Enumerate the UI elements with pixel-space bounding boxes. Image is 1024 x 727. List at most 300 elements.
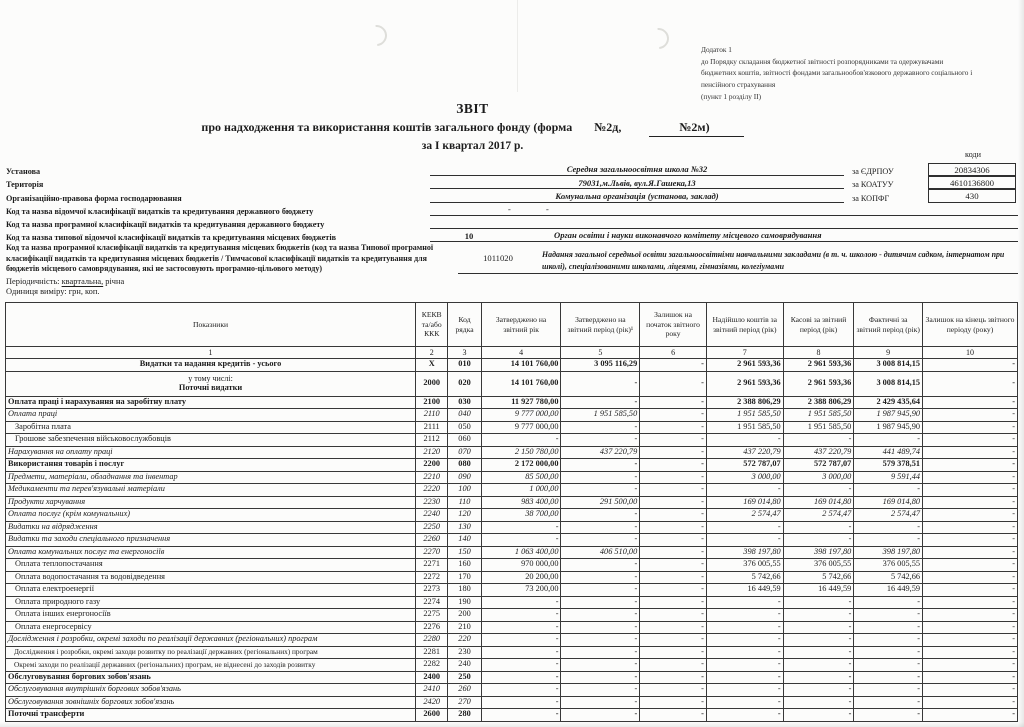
amount-cell: -: [783, 671, 854, 684]
indicator-label: Видатки на відрядження: [6, 521, 416, 534]
kekv-code: 2230: [416, 496, 448, 509]
amount-cell: -: [481, 434, 561, 447]
table-row: [6, 471, 1018, 484]
column-number: 9: [854, 347, 923, 359]
kekv-code: 2276: [416, 621, 448, 634]
table-row: [6, 571, 1018, 584]
row-code: 270: [448, 696, 481, 709]
indicator-label: Обслуговування зовнішніх боргових зобов'язань: [6, 696, 416, 709]
info-row-prohramna-derzh: Код та назва програмної класифікації видатків та кредитування державного бюджету: [6, 216, 1018, 229]
indicator-label: Оплата інших енергоносіїв: [6, 609, 416, 622]
table-row: [6, 546, 1018, 559]
amount-cell: -: [640, 471, 707, 484]
amount-cell: -: [923, 684, 1018, 697]
column-number: 6: [640, 347, 707, 359]
amount-cell: -: [923, 496, 1018, 509]
kekv-code: 2274: [416, 596, 448, 609]
amount-cell: 1 951 585,50: [706, 409, 783, 422]
table-row: [6, 559, 1018, 572]
amount-cell: -: [706, 709, 783, 722]
amount-cell: 1 000,00: [481, 484, 561, 497]
amount-cell: -: [706, 484, 783, 497]
amount-cell: -: [923, 484, 1018, 497]
table-row: [6, 671, 1018, 684]
amount-cell: 9 591,44: [854, 471, 923, 484]
amount-cell: 5 742,66: [854, 571, 923, 584]
amount-cell: -: [923, 546, 1018, 559]
column-number: 7: [706, 347, 783, 359]
amount-cell: -: [640, 671, 707, 684]
amount-cell: -: [561, 671, 640, 684]
kekv-code: 2271: [416, 559, 448, 572]
amount-cell: 1 987 945,90: [854, 421, 923, 434]
amount-cell: -: [561, 521, 640, 534]
kekv-code: 2000: [416, 371, 448, 396]
orgforma-value: Комунальна організація (установа, заклад): [430, 192, 844, 203]
kekv-code: 2273: [416, 584, 448, 597]
row-code: 100: [448, 484, 481, 497]
amount-cell: 9 777 000,00: [481, 421, 561, 434]
amount-cell: 16 449,59: [783, 584, 854, 597]
amount-cell: -: [640, 359, 707, 372]
indicator-label: Поточні трансферти: [6, 709, 416, 722]
table-row: [6, 609, 1018, 622]
amount-cell: -: [923, 409, 1018, 422]
codes-caption: коди: [965, 150, 981, 159]
row-code: 040: [448, 409, 481, 422]
amount-cell: -: [640, 459, 707, 472]
amount-cell: -: [640, 659, 707, 672]
punch-hole-artifact: [362, 21, 392, 51]
kekv-code: 2110: [416, 409, 448, 422]
table-row: [6, 496, 1018, 509]
column-header: Касові за звітний період (рік): [783, 303, 854, 347]
amount-cell: -: [640, 634, 707, 647]
kekv-code: 2400: [416, 671, 448, 684]
amount-cell: 398 197,80: [783, 546, 854, 559]
amount-cell: -: [481, 634, 561, 647]
annex-note-line: до Порядку складання бюджетної звітності розпорядниками та одержувачами: [701, 56, 944, 66]
amount-cell: 14 101 760,00: [481, 359, 561, 372]
kekv-code: 2281: [416, 646, 448, 659]
amount-cell: 3 000,00: [783, 471, 854, 484]
amount-cell: -: [923, 596, 1018, 609]
amount-cell: -: [481, 596, 561, 609]
amount-cell: 9 777 000,00: [481, 409, 561, 422]
amount-cell: -: [481, 709, 561, 722]
amount-cell: 3 095 116,29: [561, 359, 640, 372]
row-code: 030: [448, 396, 481, 409]
annex-note-line: пенсійного страхування: [701, 80, 776, 90]
amount-cell: 1 987 945,90: [854, 409, 923, 422]
amount-cell: -: [561, 471, 640, 484]
info-row-ustanova: Установа Середня загальноосвітня школа №32 за ЄДРПОУ: [6, 164, 894, 177]
row-code: 180: [448, 584, 481, 597]
amount-cell: -: [640, 684, 707, 697]
amount-cell: -: [481, 684, 561, 697]
indicator-label: Обслуговування боргових зобов'язань: [6, 671, 416, 684]
amount-cell: 38 700,00: [481, 509, 561, 522]
amount-cell: -: [481, 534, 561, 547]
amount-cell: 572 787,07: [783, 459, 854, 472]
vidomcha-derzh-value: - -: [430, 205, 1018, 216]
kekv-code: 2275: [416, 609, 448, 622]
amount-cell: 5 742,66: [783, 571, 854, 584]
amount-cell: -: [481, 646, 561, 659]
kekv-code: 2220: [416, 484, 448, 497]
punch-hole-artifact: [644, 24, 674, 54]
indicator-label: Дослідження і розробки, окремі заходи по реалізації державних (регіональних) програм: [6, 634, 416, 647]
indicator-label: Оплата праці і нарахування на заробітну плату: [6, 396, 416, 409]
kekv-code: 2111: [416, 421, 448, 434]
amount-cell: -: [561, 646, 640, 659]
amount-cell: -: [640, 446, 707, 459]
typova-vidomcha-code: 10: [430, 231, 508, 242]
amount-cell: -: [640, 646, 707, 659]
amount-cell: -: [640, 509, 707, 522]
row-code: 090: [448, 471, 481, 484]
table-row: [6, 684, 1018, 697]
column-header: Залишок на кінець звітного періоду (року): [923, 303, 1018, 347]
amount-cell: -: [854, 621, 923, 634]
indicator-label: у тому числі: Поточні видатки: [6, 371, 416, 396]
info-row-typova-vidomcha: Код та назва типової відомчої класифікації видатків та кредитування місцевих бюджетів 10 Орган освіти і науки виконавчого комітету місцевого самоврядування: [6, 229, 1018, 242]
amount-cell: 437 220,79: [706, 446, 783, 459]
indicator-label: Оплата праці: [6, 409, 416, 422]
kekv-code: 2282: [416, 659, 448, 672]
fold-line-artifact: [517, 0, 518, 92]
kekv-code: 2200: [416, 459, 448, 472]
amount-cell: -: [923, 709, 1018, 722]
report-table-head: [6, 303, 1018, 359]
indicator-label: Оплата послуг (крім комунальних): [6, 509, 416, 522]
indicator-label: Заробітна плата: [6, 421, 416, 434]
amount-cell: -: [561, 434, 640, 447]
amount-cell: -: [561, 596, 640, 609]
amount-cell: -: [561, 659, 640, 672]
kekv-code: 2120: [416, 446, 448, 459]
amount-cell: 2 388 806,29: [706, 396, 783, 409]
amount-cell: -: [854, 521, 923, 534]
report-subtitle: про надходження та використання коштів загального фонду (форма №2д, №2м): [0, 120, 945, 137]
amount-cell: -: [923, 646, 1018, 659]
row-code: 080: [448, 459, 481, 472]
table-row: [6, 359, 1018, 372]
annex-note: [701, 44, 1017, 102]
amount-cell: -: [561, 709, 640, 722]
amount-cell: -: [640, 559, 707, 572]
amount-cell: -: [481, 659, 561, 672]
amount-cell: -: [561, 621, 640, 634]
kekv-code: 2260: [416, 534, 448, 547]
amount-cell: -: [561, 696, 640, 709]
amount-cell: 20 200,00: [481, 571, 561, 584]
amount-cell: -: [640, 421, 707, 434]
amount-cell: -: [783, 646, 854, 659]
amount-cell: -: [923, 571, 1018, 584]
amount-cell: 376 005,55: [706, 559, 783, 572]
column-header: КЕКВ та/або ККК: [416, 303, 448, 347]
amount-cell: -: [783, 596, 854, 609]
amount-cell: 572 787,07: [706, 459, 783, 472]
table-row: [6, 409, 1018, 422]
table-row: [6, 446, 1018, 459]
indicator-label: Видатки та надання кредитів - усього: [6, 359, 416, 372]
row-code: 120: [448, 509, 481, 522]
amount-cell: -: [854, 596, 923, 609]
column-number: 4: [481, 347, 561, 359]
table-row: [6, 596, 1018, 609]
info-row-vidomcha-derzh: Код та назва відомчої класифікації видатків та кредитування державного бюджету - -: [6, 203, 1018, 216]
amount-cell: -: [923, 471, 1018, 484]
prohramna-derzh-value: [430, 228, 1018, 229]
indicator-label: Оплата комунальних послуг та енергоносіїв: [6, 546, 416, 559]
indicator-label: Видатки та заходи спеціального призначення: [6, 534, 416, 547]
table-row: [6, 509, 1018, 522]
kekv-code: 2410: [416, 684, 448, 697]
report-table: [5, 302, 1018, 722]
row-code: 280: [448, 709, 481, 722]
row-code: 140: [448, 534, 481, 547]
amount-cell: 1 951 585,50: [783, 421, 854, 434]
column-header: Надійшло коштів за звітний період (рік): [706, 303, 783, 347]
column-number: 1: [6, 347, 416, 359]
amount-cell: -: [923, 671, 1018, 684]
row-code: 150: [448, 546, 481, 559]
amount-cell: -: [706, 634, 783, 647]
amount-cell: 437 220,79: [783, 446, 854, 459]
row-code: 210: [448, 621, 481, 634]
indicator-label: Оплата енергосервісу: [6, 621, 416, 634]
amount-cell: -: [783, 434, 854, 447]
row-code: 240: [448, 659, 481, 672]
amount-cell: 2 429 435,64: [854, 396, 923, 409]
info-section: [6, 163, 1018, 296]
column-header: Залишок на початок звітного року: [640, 303, 707, 347]
indicator-label: Продукти харчування: [6, 496, 416, 509]
amount-cell: -: [783, 534, 854, 547]
kekv-code: 2210: [416, 471, 448, 484]
amount-cell: 14 101 760,00: [481, 371, 561, 396]
amount-cell: -: [561, 421, 640, 434]
row-code: 110: [448, 496, 481, 509]
amount-cell: 1 063 400,00: [481, 546, 561, 559]
amount-cell: -: [481, 671, 561, 684]
amount-cell: -: [481, 696, 561, 709]
amount-cell: 2 574,47: [783, 509, 854, 522]
row-code: 260: [448, 684, 481, 697]
indicator-label: Оплата природного газу: [6, 596, 416, 609]
row-code: 160: [448, 559, 481, 572]
amount-cell: 291 500,00: [561, 496, 640, 509]
row-code: 060: [448, 434, 481, 447]
info-row-orgforma: Організаційно-правова форма господарювання Комунальна організація (установа, заклад) за КОПФГ: [6, 190, 890, 203]
amount-cell: 437 220,79: [561, 446, 640, 459]
amount-cell: 2 388 806,29: [783, 396, 854, 409]
amount-cell: 16 449,59: [854, 584, 923, 597]
amount-cell: 441 489,74: [854, 446, 923, 459]
amount-cell: -: [640, 396, 707, 409]
form-number-2m: №2м): [649, 120, 743, 137]
amount-cell: -: [481, 521, 561, 534]
amount-cell: 169 014,80: [854, 496, 923, 509]
amount-cell: -: [640, 696, 707, 709]
amount-cell: -: [923, 559, 1018, 572]
amount-cell: 2 961 593,36: [706, 371, 783, 396]
amount-cell: -: [640, 371, 707, 396]
table-row: [6, 396, 1018, 409]
annex-note-line: (пункт 1 розділу ІІ): [701, 91, 762, 101]
amount-cell: -: [923, 634, 1018, 647]
amount-cell: -: [923, 696, 1018, 709]
indicator-label: Використання товарів і послуг: [6, 459, 416, 472]
amount-cell: 73 200,00: [481, 584, 561, 597]
amount-cell: -: [481, 621, 561, 634]
amount-cell: -: [923, 396, 1018, 409]
amount-cell: -: [783, 696, 854, 709]
koatuu-code: 4610136800: [928, 176, 1016, 189]
column-header: Код рядка: [448, 303, 481, 347]
indicator-label: Оплата водопостачання та водовідведення: [6, 571, 416, 584]
table-row: [6, 371, 1018, 396]
amount-cell: -: [783, 659, 854, 672]
column-number: 3: [448, 347, 481, 359]
amount-cell: -: [640, 484, 707, 497]
amount-cell: 3 008 814,15: [854, 359, 923, 372]
amount-cell: -: [854, 634, 923, 647]
amount-cell: 3 008 814,15: [854, 371, 923, 396]
column-header: Показники: [6, 303, 416, 347]
row-code: 020: [448, 371, 481, 396]
row-code: 220: [448, 634, 481, 647]
indicator-label: Дослідження і розробки, окремі заходи розвитку по реалізації державних (регіональних) програм: [6, 646, 416, 659]
amount-cell: -: [706, 646, 783, 659]
amount-cell: 2 172 000,00: [481, 459, 561, 472]
amount-cell: 376 005,55: [854, 559, 923, 572]
amount-cell: 1 951 585,50: [706, 421, 783, 434]
prohramna-mistseva-value: Надання загальної середньої освіти загальноосвітніми навчальними закладами (в т. ч. школою - дитячим садком, інтернатом при школі), спеціалізованими школами, ліцеями, гімназіями, колегіумами: [538, 243, 1018, 274]
row-code: 170: [448, 571, 481, 584]
amount-cell: -: [706, 534, 783, 547]
amount-cell: -: [923, 621, 1018, 634]
amount-cell: 11 927 780,00: [481, 396, 561, 409]
amount-cell: -: [640, 609, 707, 622]
edrpou-code: 20834306: [928, 163, 1016, 176]
amount-cell: -: [706, 696, 783, 709]
table-row: [6, 521, 1018, 534]
amount-cell: 3 000,00: [706, 471, 783, 484]
amount-cell: -: [783, 634, 854, 647]
amount-cell: -: [706, 521, 783, 534]
amount-cell: 85 500,00: [481, 471, 561, 484]
table-row: [6, 434, 1018, 447]
amount-cell: -: [640, 596, 707, 609]
amount-cell: -: [923, 359, 1018, 372]
amount-cell: -: [783, 684, 854, 697]
column-number: 10: [923, 347, 1018, 359]
form-number-2d: №2д,: [594, 120, 622, 134]
amount-cell: 5 742,66: [706, 571, 783, 584]
amount-cell: -: [923, 421, 1018, 434]
column-number: 8: [783, 347, 854, 359]
amount-cell: 398 197,80: [706, 546, 783, 559]
amount-cell: -: [854, 709, 923, 722]
table-row: [6, 459, 1018, 472]
amount-cell: -: [481, 609, 561, 622]
kekv-code: 2100: [416, 396, 448, 409]
amount-cell: -: [923, 434, 1018, 447]
amount-cell: 169 014,80: [706, 496, 783, 509]
amount-cell: 1 951 585,50: [783, 409, 854, 422]
amount-cell: 376 005,55: [783, 559, 854, 572]
table-row: [6, 484, 1018, 497]
indicator-label: Окремі заходи по реалізації державних (регіональних) програм, не віднесені до заходів розвитку: [6, 659, 416, 672]
indicator-label: Оплата електроенергії: [6, 584, 416, 597]
amount-cell: 169 014,80: [783, 496, 854, 509]
amount-cell: 398 197,80: [854, 546, 923, 559]
amount-cell: -: [561, 571, 640, 584]
amount-cell: -: [640, 496, 707, 509]
amount-cell: -: [783, 709, 854, 722]
amount-cell: 1 951 585,50: [561, 409, 640, 422]
amount-cell: -: [923, 584, 1018, 597]
info-row-prohramna-mistseva: Код та назва програмної класифікації видатків та кредитування місцевих бюджетів (код та назва Типової програмної класифікації видатків та кредитування місцевих бюджетів / Тимчасової класифікації видатків та кредитування для бюджетів місцевого самоврядування, які не застосовують програмно-цільового методу) 1011020 Надання загальної середньої освіти загальноосвітніми навчальними закладами (в т. ч. школою - дитячим садком, інтернатом при школі), спеціалізованими школами, ліцеями, гімназіями, колегіумами: [6, 243, 1018, 274]
report-period: за І квартал 2017 р.: [421, 140, 524, 152]
annex-note-line: Додаток 1: [701, 45, 732, 54]
terytoria-value: 79031,м.Львів, вул.Я.Гашека,13: [430, 179, 844, 190]
amount-cell: -: [854, 684, 923, 697]
column-number: 2: [416, 347, 448, 359]
kekv-code: X: [416, 359, 448, 372]
column-number: 5: [561, 347, 640, 359]
kekv-code: 2112: [416, 434, 448, 447]
amount-cell: -: [706, 596, 783, 609]
table-row: [6, 659, 1018, 672]
table-row: [6, 634, 1018, 647]
row-code: 010: [448, 359, 481, 372]
amount-cell: 2 961 593,36: [706, 359, 783, 372]
amount-cell: 970 000,00: [481, 559, 561, 572]
amount-cell: -: [854, 484, 923, 497]
kopfg-code: 430: [928, 189, 1016, 202]
table-row: [6, 584, 1018, 597]
amount-cell: -: [706, 609, 783, 622]
amount-cell: -: [923, 446, 1018, 459]
row-code: 250: [448, 671, 481, 684]
amount-cell: -: [923, 534, 1018, 547]
amount-cell: 16 449,59: [706, 584, 783, 597]
amount-cell: 2 961 593,36: [783, 359, 854, 372]
amount-cell: -: [923, 609, 1018, 622]
table-row: [6, 421, 1018, 434]
amount-cell: 2 574,47: [854, 509, 923, 522]
amount-cell: 2 961 593,36: [783, 371, 854, 396]
table-row: [6, 646, 1018, 659]
amount-cell: -: [783, 609, 854, 622]
amount-cell: -: [640, 409, 707, 422]
ustanova-value: Середня загальноосвітня школа №32: [430, 165, 844, 176]
amount-cell: 579 378,51: [854, 459, 923, 472]
amount-cell: 2 574,47: [706, 509, 783, 522]
indicator-label: Оплата теплопостачання: [6, 559, 416, 572]
amount-cell: -: [923, 371, 1018, 396]
table-row: [6, 696, 1018, 709]
amount-cell: 983 400,00: [481, 496, 561, 509]
kekv-code: 2280: [416, 634, 448, 647]
amount-cell: -: [783, 484, 854, 497]
indicator-label: Нарахування на оплату праці: [6, 446, 416, 459]
amount-cell: -: [561, 484, 640, 497]
